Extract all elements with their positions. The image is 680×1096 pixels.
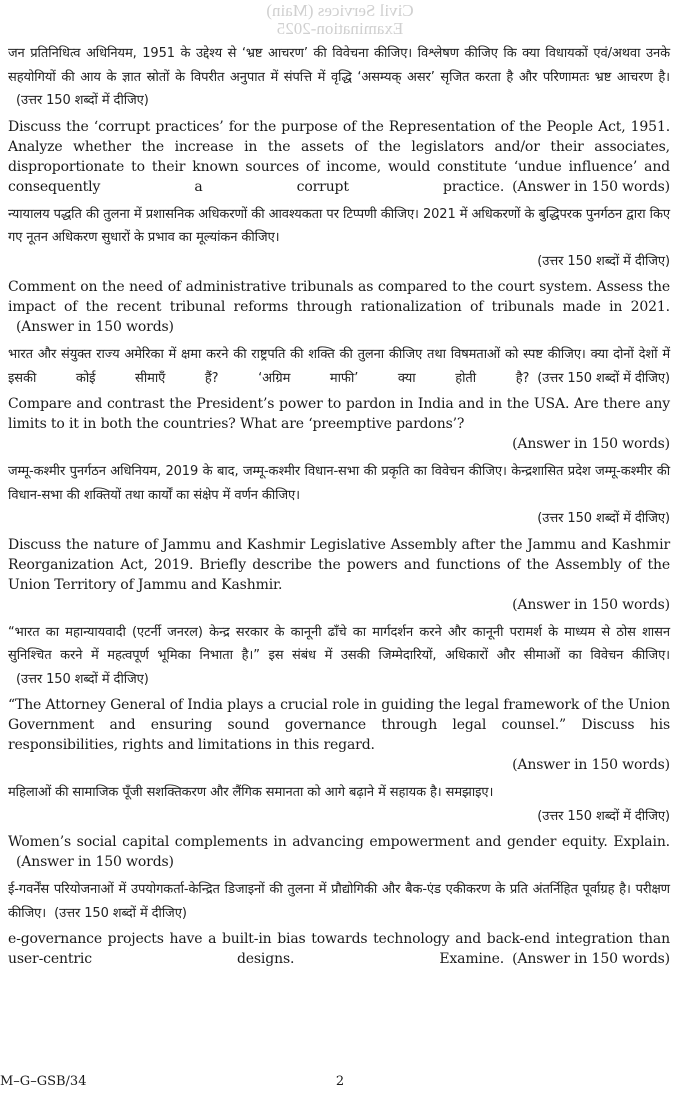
question-1-hindi: जन प्रतिनिधित्व अधिनियम, 1951 के उद्देश्य से ‘भ्रष्ट आचरण’ की विवेचना कीजिए। विश्लेषण कीजिए कि क्या विधायकों एवं/अथवा उनके सहयोगियों की आय के ज्ञात स्रोतों के विपरीत अनुपात में संपत्ति में वृद्धि ‘असम्यक् असर’ सृजित करता है और परिणामतः भ्रष्ट आचरण है।(उत्तर 150 शब्दों में दीजिए) <box>8 42 670 113</box>
word-limit-hindi: (उत्तर 150 शब्दों में दीजिए) <box>537 370 670 386</box>
paper-code: M–G–GSB/34 <box>0 1074 87 1089</box>
word-limit-english: (Answer in 150 words) <box>512 436 670 452</box>
word-limit-hindi: (उत्तर 150 शब्दों में दीजिए) <box>537 511 670 526</box>
word-limit-english: (Answer in 150 words) <box>512 178 670 195</box>
question-3 <box>8 343 670 454</box>
word-limit-english: (Answer in 150 words) <box>512 757 670 773</box>
question-2-hindi: न्यायालय पद्धति की तुलना में प्रशासनिक अधिकरणों की आवश्यकता पर टिप्पणी कीजिए। 2021 में अधिकरणों के बुद्धिपरक पुनर्गठन द्वारा किए गए नूतन अधिकरण सुधारों के प्रभाव का मूल्यांकन कीजिए। <box>8 206 670 245</box>
word-limit-hindi: (उत्तर 150 शब्दों में दीजिए) <box>16 671 149 687</box>
question-page <box>8 42 670 975</box>
question-6 <box>8 781 670 872</box>
question-1-english: Discuss the ‘corrupt practices’ for the purpose of the Representation of the People Act, 1951. Analyze whether the increase in the assets of the legislators and/or their associates, disproportionate to their known sources of income, would constitute ‘undue influence’ and consequently a corrupt practice. (Answer in 150 words) <box>8 118 670 195</box>
question-4-english: Discuss the nature of Jammu and Kashmir Legislative Assembly after the Jammu and Kashmir Reorganization Act, 2019. Briefly describe the powers and functions of the Assembly of the Union Territory of Jammu and Kashmir. <box>8 536 670 593</box>
question-6-english: Women’s social capital complements in advancing empowerment and gender equity. Explain.(Answer in 150 words) <box>8 834 670 870</box>
word-limit-hindi: (उत्तर 150 शब्दों में दीजिए) <box>537 808 670 824</box>
question-2 <box>8 203 670 338</box>
word-limit-hindi: (उत्तर 150 शब्दों में दीजिए) <box>16 93 149 108</box>
question-4 <box>8 460 670 615</box>
question-2-english: Comment on the need of administrative tribunals as compared to the court system. Assess the impact of the recent tribunal reforms through rationalization of tribunals made in 2021.(Answer in 150 words) <box>8 279 670 335</box>
question-7-hindi: ई-गवर्नेंस परियोजनाओं में उपयोगकर्ता-केन्द्रित डिजाइनों की तुलना में प्रौद्योगिकी और बैक-एंड एकीकरण के प्रति अंतर्निहित पूर्वाग्रह है। परीक्षण कीजिए। (उत्तर 150 शब्दों में दीजिए) <box>8 878 670 925</box>
question-7-english: e-governance projects have a built-in bias towards technology and back-end integration than user-centric designs. Examine. (Answer in 150 words) <box>8 931 670 967</box>
question-3-english: Compare and contrast the President’s power to pardon in India and in the USA. Are there any limits to it in both the countries? What are ‘preemptive pardons’? <box>8 396 670 432</box>
word-limit-english: (Answer in 150 words) <box>512 951 670 967</box>
page-number: 2 <box>335 1074 345 1089</box>
watermark-line-1: Civil Services (Main) <box>266 1 414 20</box>
question-7 <box>8 878 670 969</box>
question-6-hindi: महिलाओं की सामाजिक पूँजी सशक्तिकरण और लैंगिक समानता को आगे बढ़ाने में सहायक है। समझाइए। <box>8 785 494 800</box>
word-limit-english: (Answer in 150 words) <box>16 319 174 335</box>
page-footer <box>0 1074 680 1094</box>
question-4-hindi: जम्मू-कश्मीर पुनर्गठन अधिनियम, 2019 के बाद, जम्मू-कश्मीर विधान-सभा की प्रकृति का विवेचन कीजिए। केन्द्रशासित प्रदेश जम्मू-कश्मीर की विधान-सभा की शक्तियों तथा कार्यों का संक्षेप में वर्णन कीजिए। <box>8 464 670 503</box>
question-3-hindi: भारत और संयुक्त राज्य अमेरिका में क्षमा करने की राष्ट्रपति की शक्ति की तुलना कीजिए तथा विषमताओं को स्पष्ट कीजिए। क्या दोनों देशों में इसकी कोई सीमाएँ हैं? ‘अग्रिम माफी’ क्या होती है? (उत्तर 150 शब्दों में दीजिए) <box>8 343 670 390</box>
watermark-line-2: Examination-2025 <box>276 19 404 38</box>
word-limit-hindi: (उत्तर 150 शब्दों में दीजिए) <box>54 905 187 921</box>
question-5-hindi: “भारत का महान्यायवादी (एटर्नी जनरल) केन्द्र सरकार के कानूनी ढाँचे का मार्गदर्शन करने और कानूनी परामर्श के माध्यम से ठोस शासन सुनिश्चित करने में महत्वपूर्ण भूमिका निभाता है।” इस संबंध में उसकी जिम्मेदारियों, अधिकारों और सीमाओं का विवेचन कीजिए।(उत्तर 150 शब्दों में दीजिए) <box>8 621 670 692</box>
watermark <box>0 2 680 38</box>
question-5 <box>8 621 670 776</box>
question-1 <box>8 42 670 197</box>
question-5-english: “The Attorney General of India plays a crucial role in guiding the legal framework of the Union Government and ensuring sound governance through legal counsel.” Discuss his responsibilities, rights and limitations in this regard. <box>8 697 670 753</box>
word-limit-english: (Answer in 150 words) <box>512 596 670 613</box>
word-limit-hindi: (उत्तर 150 शब्दों में दीजिए) <box>537 253 670 269</box>
word-limit-english: (Answer in 150 words) <box>16 854 174 870</box>
